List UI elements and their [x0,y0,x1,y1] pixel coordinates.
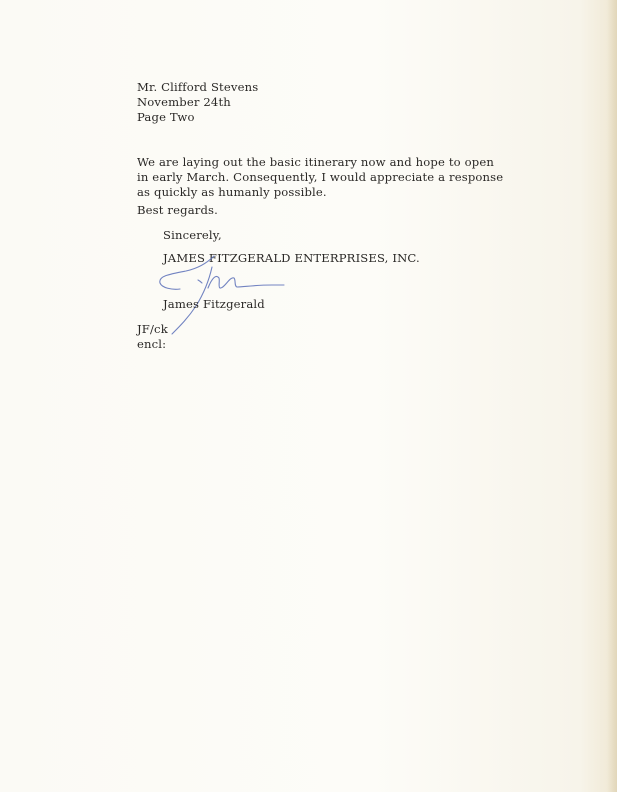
letter-header [137,80,258,125]
company-name: JAMES FITZGERALD ENTERPRISES, INC. [163,251,420,265]
letter-date: November 24th [137,95,231,109]
body-line: We are laying out the basic itinerary now and hope to open [137,155,494,169]
signer-name: James Fitzgerald [163,297,265,311]
recipient-name: Mr. Clifford Stevens [137,80,259,94]
valediction: Sincerely, [163,228,222,242]
body-line: as quickly as humanly possible. [137,185,327,199]
page-edge-shadow [607,0,617,792]
page-number: Page Two [137,110,195,124]
reference-initials: JF/ck [137,322,168,336]
enclosure-notation: encl: [137,337,167,351]
closing-remark: Best regards. [137,203,218,217]
letter-footer [137,322,168,352]
body-line: in early March. Consequently, I would appreciate a response [137,170,504,184]
body-paragraph [137,155,503,200]
